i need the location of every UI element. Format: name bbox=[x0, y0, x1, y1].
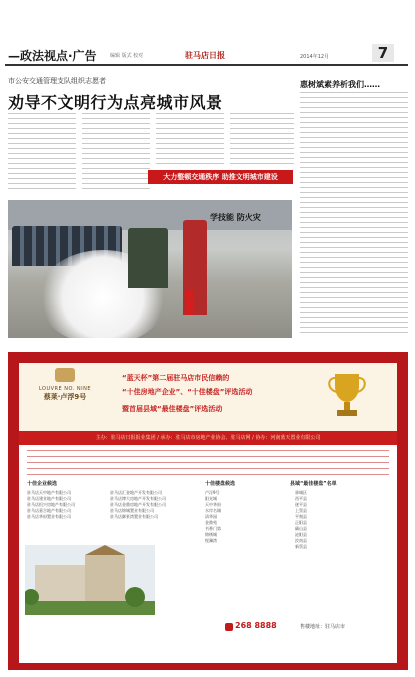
masthead-rule bbox=[5, 64, 408, 66]
ad-logo-cn: 蔡莱·卢浮9号 bbox=[43, 393, 87, 401]
list-item: 新蔡县 bbox=[295, 544, 307, 549]
county-building-list bbox=[295, 490, 385, 550]
list-item: 驻马店天中地产有限公司 bbox=[27, 490, 71, 495]
crown-icon bbox=[55, 368, 75, 382]
list-item: 泌阳县 bbox=[295, 532, 307, 537]
list-item: 清华园 bbox=[205, 514, 217, 519]
article-body-column-2 bbox=[82, 113, 150, 193]
ad-title-line-2: “十佳房地产企业”、“十佳楼盘”评选活动 bbox=[122, 388, 253, 396]
ad-title-line-1: “蓝天杯”第二届驻马店市民信赖的 bbox=[122, 374, 230, 382]
list-item: 驻马店锦城置业有限公司 bbox=[110, 508, 154, 513]
list-item: 阳光城 bbox=[205, 496, 217, 501]
list-item: 汝南县 bbox=[295, 538, 307, 543]
page-date: 2014年12月 bbox=[300, 54, 330, 60]
page-number: 7 bbox=[372, 44, 394, 62]
list-item: 平舆县 bbox=[295, 514, 307, 519]
article-headline: 劝导不文明行为点亮城市风景 bbox=[8, 93, 223, 112]
list-item: 遂平县 bbox=[295, 502, 307, 507]
photo-extinguisher bbox=[186, 290, 194, 315]
ad-sponsor-strip: 主办：驻马店日报报业集团 / 承办：驻马店市房地产业协会、驻马店网 / 协办：河南蓝天置业有限公司 bbox=[19, 431, 397, 445]
ad-intro-paragraph bbox=[27, 450, 389, 476]
list-item: 金鼎苑 bbox=[205, 520, 217, 525]
list-item: 驻马店恒兴房地产有限公司 bbox=[27, 502, 75, 507]
article-body-column-1 bbox=[8, 113, 76, 193]
section-title: —政法视点·广告 bbox=[8, 49, 97, 63]
ad-logo-name: LOUVRE NO. NINE bbox=[38, 386, 92, 392]
ad-title-line-3: 暨首届县域“最佳楼盘”评选活动 bbox=[122, 405, 223, 413]
ad-logo bbox=[30, 386, 100, 402]
list-item: 书香门第 bbox=[205, 526, 221, 531]
county-building-heading: 县域“最佳楼盘”名单 bbox=[290, 481, 337, 487]
article-body-column-3 bbox=[156, 113, 224, 165]
sidebar-body bbox=[300, 92, 408, 334]
list-item: 水岸名城 bbox=[205, 508, 221, 513]
list-item: 卢浮9号 bbox=[205, 490, 220, 495]
list-item: 驻马店金鼎房地产开发有限公司 bbox=[110, 502, 166, 507]
candidate-company-heading: 十佳企业候选 bbox=[27, 481, 58, 487]
list-item: 驻马店汇金地产开发有限公司 bbox=[110, 490, 162, 495]
list-item: 西平县 bbox=[295, 496, 307, 501]
photo-trainee bbox=[128, 228, 168, 288]
masthead-editor-line: 编辑 版式 校对 bbox=[110, 53, 144, 59]
sidebar-title: 惠树斌素养析我们…… bbox=[300, 80, 380, 89]
candidate-company-list-2 bbox=[110, 490, 195, 520]
ad-phone: 268 8888 bbox=[235, 621, 277, 630]
phone-icon bbox=[225, 623, 233, 631]
list-item: 锦绣城 bbox=[205, 532, 217, 537]
candidate-building-heading: 十佳楼盘候选 bbox=[205, 481, 236, 487]
list-item: 上蔡县 bbox=[295, 508, 307, 513]
trophy-icon bbox=[327, 370, 367, 422]
candidate-company-list bbox=[27, 490, 107, 520]
list-item: 驿城区 bbox=[295, 490, 307, 495]
newspaper-logo: 驻马店日报 bbox=[185, 51, 225, 60]
photo-caption: 学技能 防火灾 bbox=[210, 213, 261, 222]
list-item: 驻马店华府置业有限公司 bbox=[27, 514, 71, 519]
list-item: 驻马店嘉合地产有限公司 bbox=[27, 508, 71, 513]
list-item: 天中华府 bbox=[205, 502, 221, 507]
list-item: 正阳县 bbox=[295, 520, 307, 525]
building-image bbox=[25, 545, 155, 615]
article-body-column-4 bbox=[230, 113, 294, 165]
article-kicker: 市公安交通管理支队组织志愿者 bbox=[8, 77, 106, 85]
ad-address: 售楼地址：驻马店市 bbox=[300, 624, 346, 630]
list-item: 驻马店博大房地产开发有限公司 bbox=[110, 496, 166, 501]
list-item: 确山县 bbox=[295, 526, 307, 531]
list-item: 驻马店建业地产有限公司 bbox=[27, 496, 71, 501]
article-banner: 大力整顿交通秩序 助推文明城市建设 bbox=[148, 170, 293, 184]
candidate-building-list bbox=[205, 490, 265, 544]
list-item: 驻马店御景湾置业有限公司 bbox=[110, 514, 158, 519]
list-item: 悦澜湾 bbox=[205, 538, 217, 543]
